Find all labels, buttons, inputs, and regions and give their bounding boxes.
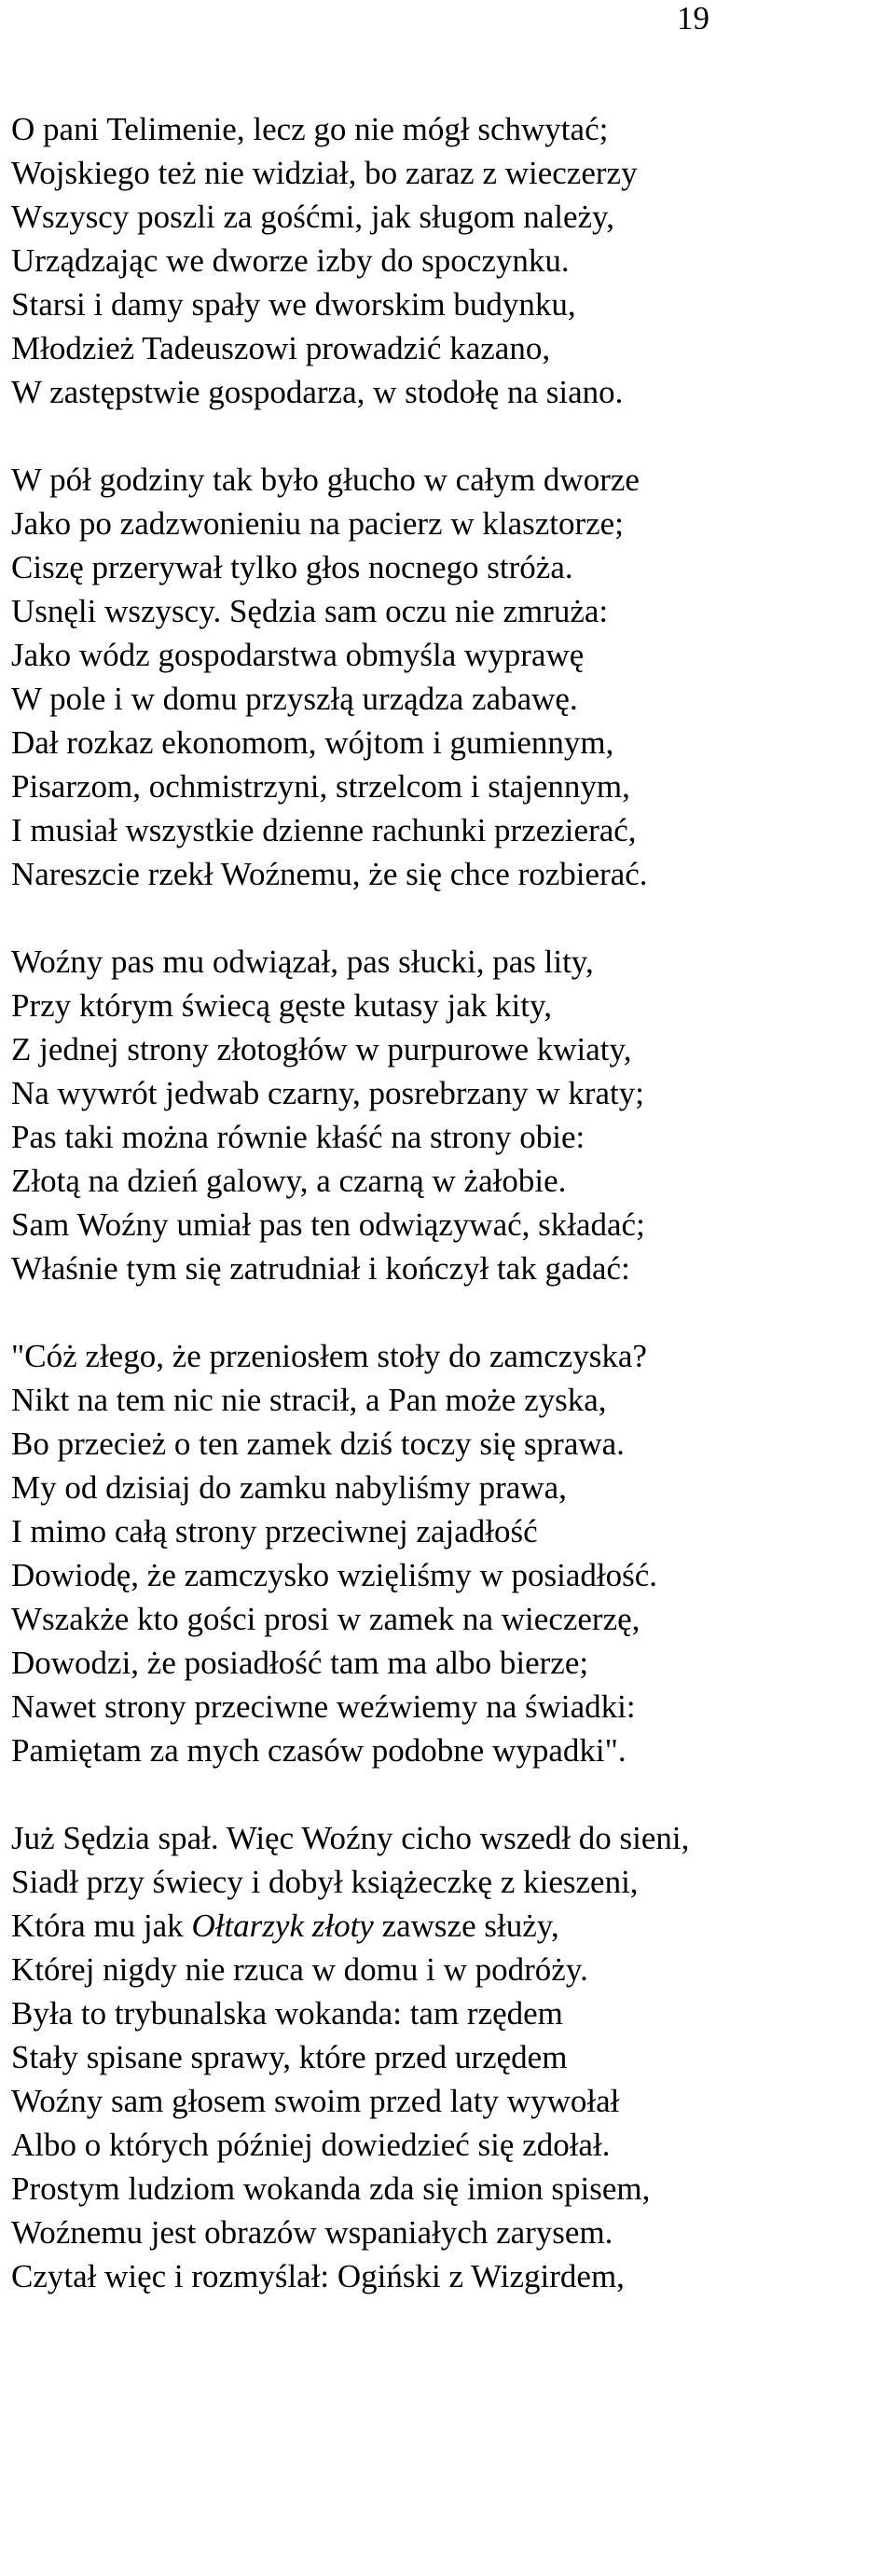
verse-line: Pisarzom, ochmistrzyni, strzelcom i stajennym, <box>11 768 630 805</box>
stanza <box>11 1816 895 2298</box>
verse-line: Z jednej strony złotogłów w purpurowe kwiaty, <box>11 1031 632 1068</box>
verse-line: Bo przecież o ten zamek dziś toczy się sprawa. <box>11 1426 625 1462</box>
verse-line: Dał rozkaz ekonomom, wójtom i gumiennym, <box>11 724 614 761</box>
verse-line: "Cóż złego, że przeniosłem stoły do zamczyska? <box>11 1338 647 1374</box>
verse-line: Wojskiego też nie widział, bo zaraz z wieczerzy <box>11 155 638 191</box>
verse-fragment: zawsze służy, <box>373 1908 559 1944</box>
verse-line: Pamiętam za mych czasów podobne wypadki". <box>11 1732 626 1769</box>
verse-line: Dowiodę, że zamczysko wzięliśmy w posiadłość. <box>11 1557 658 1593</box>
verse-line <box>11 1904 895 1948</box>
verse-line: My od dzisiaj do zamku nabyliśmy prawa, <box>11 1469 567 1506</box>
verse-fragment: Która mu jak <box>11 1908 192 1944</box>
verse-line: Wszakże kto gości prosi w zamek na wieczerzę, <box>11 1601 640 1637</box>
verse-line: Pas taki można równie kłaść na strony obie: <box>11 1119 585 1155</box>
verse-line: Złotą na dzień galowy, a czarną w żałobie. <box>11 1163 567 1199</box>
verse-line: Była to trybunalska wokanda: tam rzędem <box>11 1995 563 2032</box>
verse-line: Ciszę przerywał tylko głos nocnego stróża. <box>11 549 573 585</box>
verse-line: Już Sędzia spał. Więc Woźny cicho wszedł do sieni, <box>11 1820 690 1856</box>
stanza-gap <box>11 896 895 940</box>
verse-line: I musiał wszystkie dzienne rachunki przezierać, <box>11 812 637 848</box>
verse-line: Właśnie tym się zatrudniał i kończył tak gadać: <box>11 1250 630 1287</box>
stanza <box>11 107 895 414</box>
verse-line: I mimo całą strony przeciwnej zajadłość <box>11 1513 538 1550</box>
stanza <box>11 1334 895 1772</box>
verse-line: Woźny pas mu odwiązał, pas słucki, pas lity, <box>11 944 594 980</box>
verse-line: Wszyscy poszli za gośćmi, jak sługom należy, <box>11 199 615 235</box>
verse-line: Urządzając we dworze izby do spoczynku. <box>11 242 570 279</box>
verse-line: W zastępstwie gospodarza, w stodołę na siano. <box>11 374 624 410</box>
verse-line: Na wywrót jedwab czarny, posrebrzany w kraty; <box>11 1075 644 1111</box>
verse-line: Której nigdy nie rzuca w domu i w podróży. <box>11 1951 588 1988</box>
verse-line: W pół godziny tak było głucho w całym dworze <box>11 461 640 498</box>
verse-line: Nikt na tem nic nie stracił, a Pan może zyska, <box>11 1382 607 1418</box>
verse-line: O pani Telimenie, lecz go nie mógł schwytać; <box>11 111 609 147</box>
verse-line: Usnęli wszyscy. Sędzia sam oczu nie zmruża: <box>11 593 609 629</box>
verse-line: Woźnemu jest obrazów wspaniałych zarysem. <box>11 2214 613 2251</box>
verse-line: Czytał więc i rozmyślał: Ogiński z Wizgirdem, <box>11 2258 625 2294</box>
verse-line: Młodzież Tadeuszowi prowadzić kazano, <box>11 330 551 366</box>
verse-line: Albo o których później dowiedzieć się zdołał. <box>11 2127 611 2163</box>
verse-line: Przy którym świecą gęste kutasy jak kity, <box>11 987 552 1024</box>
verse-line: W pole i w domu przyszłą urządza zabawę. <box>11 681 578 717</box>
verse-line: Stały spisane sprawy, które przed urzędem <box>11 2039 568 2075</box>
stanza-gap <box>11 1772 895 1816</box>
book-title-italic: Ołtarzyk złoty <box>191 1908 374 1944</box>
verse-line: Prostym ludziom wokanda zda się imion spisem, <box>11 2170 651 2207</box>
stanza <box>11 940 895 1290</box>
poem-text <box>11 107 895 2298</box>
verse-line: Starsi i damy spały we dworskim budynku, <box>11 286 576 323</box>
stanza <box>11 458 895 896</box>
verse-line: Jako po zadzwonieniu na pacierz w klasztorze; <box>11 505 624 542</box>
stanza-gap <box>11 414 895 458</box>
verse-line: Jako wódz gospodarstwa obmyśla wyprawę <box>11 637 585 673</box>
stanza-gap <box>11 1290 895 1334</box>
verse-line: Nawet strony przeciwne weźwiemy na świadki: <box>11 1688 636 1725</box>
verse-line: Siadł przy świecy i dobył książeczkę z kieszeni, <box>11 1864 639 1900</box>
verse-line: Dowodzi, że posiadłość tam ma albo bierze; <box>11 1645 589 1681</box>
verse-line: Nareszcie rzekł Woźnemu, że się chce rozbierać. <box>11 856 648 892</box>
page-number: 19 <box>677 0 709 36</box>
verse-line: Sam Woźny umiał pas ten odwiązywać, składać; <box>11 1206 645 1243</box>
verse-line: Woźny sam głosem swoim przed laty wywołał <box>11 2083 620 2119</box>
